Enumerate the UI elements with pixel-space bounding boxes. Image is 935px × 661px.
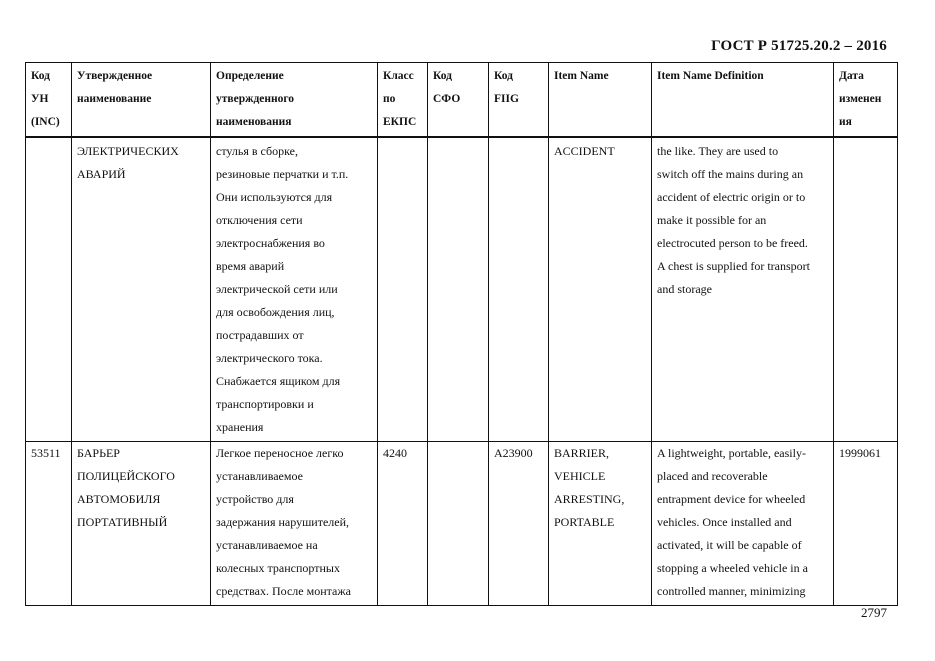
- text-line: электрической сети или: [216, 282, 338, 296]
- text-line: Утвержденное: [77, 70, 153, 82]
- cell-change-date: 1999061: [834, 442, 898, 606]
- cell-ekps-class: 4240: [378, 442, 428, 606]
- text-line: Класс: [383, 70, 414, 82]
- header-item-name-definition: [652, 63, 834, 138]
- table-row: [26, 137, 898, 442]
- text-line: make it possible for an: [657, 213, 767, 227]
- text-line: controlled manner, minimizing: [657, 584, 806, 598]
- cell-item-name-definition: [652, 442, 834, 606]
- text-line: electrocuted person to be freed.: [657, 236, 808, 250]
- text-line: ПОРТАТИВНЫЙ: [77, 515, 168, 529]
- text-line: entrapment device for wheeled: [657, 492, 806, 506]
- text-line: колесных транспортных: [216, 561, 340, 575]
- cell-item-name: [549, 442, 652, 606]
- cell-definition-ru: [211, 442, 378, 606]
- cell-inc: [26, 137, 72, 442]
- text-line: A lightweight, portable, easily-: [657, 446, 806, 460]
- text-line: по: [383, 93, 396, 105]
- text-line: ЕКПС: [383, 116, 417, 128]
- cell-item-name: [549, 137, 652, 442]
- text-line: отключения сети: [216, 213, 303, 227]
- text-line: ARRESTING,: [554, 492, 625, 506]
- header-name-definition-ru: [211, 63, 378, 138]
- cell-approved-name: [72, 442, 211, 606]
- text-line: Item Name Definition: [657, 70, 764, 82]
- cell-definition-ru: [211, 137, 378, 442]
- text-line: VEHICLE: [554, 469, 606, 483]
- text-line: FIIG: [494, 93, 519, 105]
- text-line: утвержденного: [216, 93, 295, 105]
- text-line: пострадавших от: [216, 328, 304, 342]
- text-line: хранения: [216, 420, 264, 434]
- text-line: PORTABLE: [554, 515, 615, 529]
- cell-item-name-definition: [652, 137, 834, 442]
- text-line: activated, it will be capable of: [657, 538, 802, 552]
- cell-change-date: [834, 137, 898, 442]
- text-line: Код: [433, 70, 453, 82]
- text-line: accident of electric origin or to: [657, 190, 806, 204]
- header-inc-code: [26, 63, 72, 138]
- table-row: [26, 442, 898, 606]
- text-line: электроснабжения во: [216, 236, 325, 250]
- text-line: УН: [31, 93, 49, 105]
- cell-fiig-code: [489, 137, 549, 442]
- cell-ekps-class: [378, 137, 428, 442]
- text-line: Код: [494, 70, 514, 82]
- cell-approved-name: [72, 137, 211, 442]
- header-sfo-code: [428, 63, 489, 138]
- text-line: placed and recoverable: [657, 469, 768, 483]
- header-approved-name: [72, 63, 211, 138]
- text-line: задержания нарушителей,: [216, 515, 350, 529]
- text-line: Определение: [216, 70, 284, 82]
- text-line: ПОЛИЦЕЙСКОГО: [77, 469, 175, 483]
- text-line: БАРЬЕР: [77, 446, 120, 460]
- text-line: (INC): [31, 116, 60, 128]
- header-item-name: [549, 63, 652, 138]
- header-fiig-code: [489, 63, 549, 138]
- text-line: Item Name: [554, 70, 609, 82]
- text-line: СФО: [433, 93, 461, 105]
- text-line: stopping a wheeled vehicle in a: [657, 561, 808, 575]
- classification-table: [25, 62, 898, 606]
- text-line: Дата: [839, 70, 864, 82]
- text-line: электрического тока.: [216, 351, 323, 365]
- text-line: A chest is supplied for transport: [657, 259, 810, 273]
- text-line: ACCIDENT: [554, 144, 615, 158]
- text-line: vehicles. Once installed and: [657, 515, 792, 529]
- document-standard-header: ГОСТ Р 51725.20.2 – 2016: [711, 38, 887, 54]
- cell-inc: 53511: [26, 442, 72, 606]
- text-line: АВТОМОБИЛЯ: [77, 492, 161, 506]
- cell-sfo-code: [428, 442, 489, 606]
- text-line: Код: [31, 70, 51, 82]
- cell-sfo-code: [428, 137, 489, 442]
- header-ekps-class: [378, 63, 428, 138]
- text-line: the like. They are used to: [657, 144, 779, 158]
- text-line: для освобождения лиц,: [216, 305, 335, 319]
- text-line: устанавливаемое: [216, 469, 303, 483]
- text-line: устройство для: [216, 492, 294, 506]
- text-line: время аварий: [216, 259, 285, 273]
- text-line: АВАРИЙ: [77, 167, 126, 181]
- table-header-row: [26, 63, 898, 138]
- text-line: транспортировки и: [216, 397, 314, 411]
- text-line: switch off the mains during an: [657, 167, 804, 181]
- header-change-date: [834, 63, 898, 138]
- text-line: ЭЛЕКТРИЧЕСКИХ: [77, 144, 179, 158]
- text-line: and storage: [657, 282, 712, 296]
- text-line: Легкое переносное легко: [216, 446, 344, 460]
- text-line: BARRIER,: [554, 446, 610, 460]
- text-line: устанавливаемое на: [216, 538, 318, 552]
- text-line: стулья в сборке,: [216, 144, 298, 158]
- text-line: ия: [839, 116, 852, 128]
- text-line: наименования: [216, 116, 292, 128]
- page-number: 2797: [861, 605, 887, 620]
- text-line: изменен: [839, 93, 882, 105]
- text-line: резиновые перчатки и т.п.: [216, 167, 349, 181]
- cell-fiig-code: A23900: [489, 442, 549, 606]
- text-line: средствах. После монтажа: [216, 584, 351, 598]
- text-line: Снабжается ящиком для: [216, 374, 341, 388]
- text-line: наименование: [77, 93, 152, 105]
- text-line: Они используются для: [216, 190, 333, 204]
